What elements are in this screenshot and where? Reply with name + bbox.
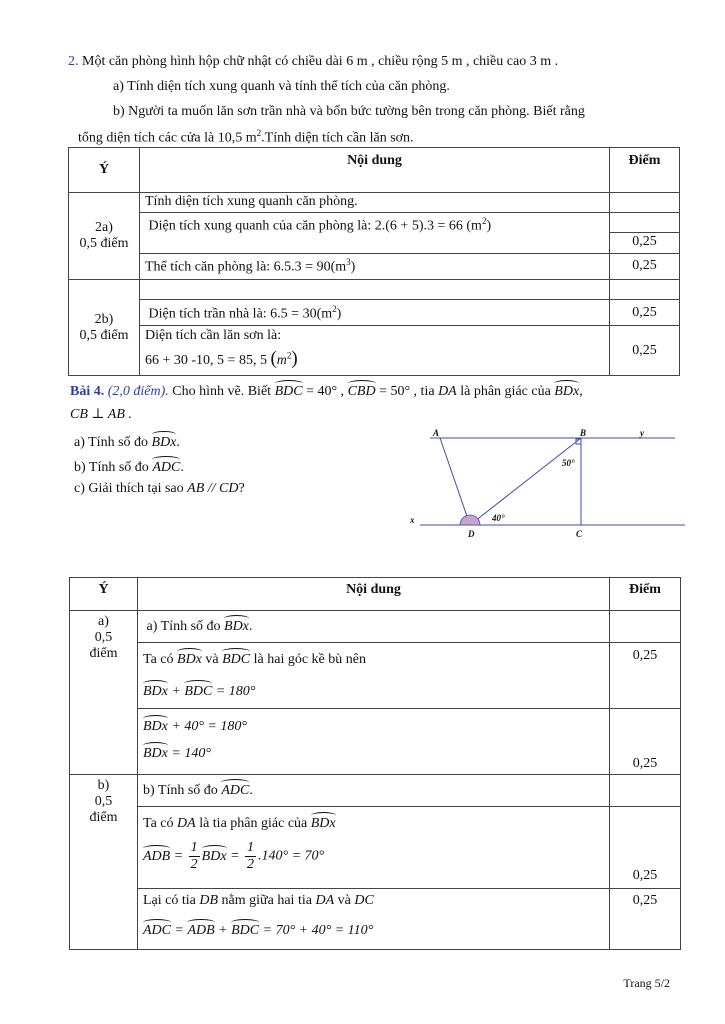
fraction-half (189, 840, 200, 873)
angle-bdx: BDx (152, 432, 177, 451)
unit-m: m (276, 353, 287, 368)
header-score: Điểm (610, 148, 680, 193)
superscript: 2 (256, 128, 262, 138)
page-number: Trang 5/2 (623, 976, 670, 990)
angle-bdc: BDC (222, 649, 250, 668)
eq-text: = 140° (171, 746, 211, 761)
text: và (205, 652, 219, 667)
angle-bdx: BDx (311, 813, 336, 832)
ray-dc: DC (354, 893, 374, 908)
label-b-points: 0,5 (94, 794, 113, 809)
cell-2a-r2: Diện tích xung quanh của căn phòng là: 2.(6 + 5).3 = 66 $(m^2)$ (140, 213, 610, 254)
label-2b: 2b) (94, 311, 114, 327)
label-b: B (580, 428, 587, 438)
cell-2a-r2-score (610, 213, 680, 254)
cell-a-r3 (138, 709, 610, 775)
label-2b-points: 0,5 điểm (79, 327, 129, 343)
label-50deg: 50° (562, 458, 575, 468)
label-x: x (410, 515, 415, 525)
parallel-ab-cd: AB // CD (187, 481, 239, 496)
bai4-question-c (74, 481, 245, 497)
ray-db: DB (199, 893, 219, 908)
paint-area-calc: 66 + 30 -10, 5 = 85, 5 $(m^2)$ (145, 348, 298, 369)
angle-adb: ADB (187, 920, 214, 939)
row-label-2b (69, 280, 140, 376)
angle-shade (460, 515, 480, 525)
paren-open: ( (270, 348, 277, 369)
cell-b-r1 (138, 775, 610, 807)
label-2a: 2a) (95, 220, 113, 235)
label-a-points: 0,5 (94, 630, 113, 645)
cell-2b-r2-score: 0,25 (610, 326, 680, 376)
b-equation-2 (143, 920, 604, 939)
dot: . (176, 435, 180, 450)
bai4-question-a (74, 432, 180, 451)
question-a: a) Tính diện tích xung quanh và tính thể tích của căn phòng. (113, 79, 450, 94)
eq-text: + 40° = 180° (171, 719, 247, 734)
b-reason (143, 813, 604, 832)
angle-bdx: BDx (143, 716, 168, 735)
question-b-line2 (78, 128, 414, 147)
lateral-area-text: Diện tích xung quanh của căn phòng là: 2.(6 + 5).3 = 66 (m (148, 218, 482, 234)
problem-2-intro (68, 54, 558, 70)
cell-2b-empty-score (610, 280, 680, 300)
text: nằm giữa hai tia (221, 893, 312, 908)
header-content: Nội dung (138, 578, 610, 611)
bai4-statement (70, 381, 583, 400)
label-c: C (576, 529, 583, 539)
angle-cbd: CBD (348, 381, 376, 400)
row-label-2a (69, 193, 140, 280)
angle-bdx: BDx (202, 846, 227, 865)
angle-adc: ADC (221, 780, 249, 799)
score-value: 0,25 (632, 234, 657, 249)
divider (610, 232, 679, 233)
label-2a-points: 0,5 điểm (79, 236, 129, 251)
ray-da: DA (177, 816, 196, 831)
cell-b-r1-score (610, 775, 681, 807)
label-y: y (640, 428, 644, 438)
header-content: Nội dung (140, 148, 610, 193)
label-40deg: 40° (492, 513, 505, 523)
op: = (173, 848, 184, 864)
question-b-text-end: .Tính diện tích cần lăn sơn. (261, 130, 414, 146)
op: = (230, 848, 240, 864)
angle-bdc: BDC (184, 681, 212, 700)
header-y: Ý (70, 578, 138, 611)
b-reason-2 (143, 893, 604, 909)
question-b-text: tổng diện tích các cửa là 10,5 m (78, 130, 257, 146)
segment-da (440, 438, 470, 525)
text: Ta có (143, 652, 174, 667)
cell-b-r2 (138, 807, 610, 889)
eq-text: = 180° (215, 684, 256, 699)
ray-da: DA (315, 893, 335, 908)
cell-2a-r3: Thể tích căn phòng là: $6.5.3 = 90(m^3)$ (140, 254, 610, 280)
label-a: a) (98, 614, 109, 629)
answer-table-2 (68, 147, 680, 376)
paint-calc-text: 66 + 30 -10, 5 = 85, 5 (145, 353, 267, 368)
ray-da: DA (438, 384, 457, 399)
qmark: ? (238, 481, 245, 496)
label-b: b) (97, 778, 110, 793)
bai4-points: (2,0 điểm). (107, 384, 169, 399)
cell-2b-empty (140, 280, 610, 300)
text: là tia phân giác của (199, 816, 308, 831)
cell-b-r2-score: 0,25 (610, 807, 681, 889)
angle-adb: ADB (143, 846, 170, 865)
paren: ) (336, 306, 342, 322)
angle-bdx: BDx (554, 381, 579, 400)
q-text: a) Tính số đo (74, 435, 149, 450)
a-equation-2 (143, 716, 604, 735)
label-a: A (433, 428, 440, 438)
eq-text: = 70° + 40° = 110° (262, 923, 374, 938)
eq-text: .140° = 70° (258, 848, 325, 864)
fraction-half (245, 840, 256, 873)
problem-number: 2. (68, 54, 79, 69)
dot: . (180, 460, 184, 475)
b-equation-1 (143, 840, 604, 873)
q-text: c) Giải thích tại sao (74, 481, 184, 496)
bai4-question-b (74, 457, 184, 476)
cell-a-r3-score: 0,25 (610, 709, 681, 775)
label-d: D (468, 529, 475, 539)
cell-2b-r1-score: 0,25 (610, 300, 680, 326)
bai4-title: Bài 4. (70, 384, 105, 399)
op: + (171, 684, 181, 699)
header-score: Điểm (610, 578, 681, 611)
angle-adc: ADC (143, 920, 171, 939)
cell-a-r1-score (610, 611, 681, 643)
cell-2b-r1: Diện tích trần nhà là: $6.5 = 30(m^2)$ (140, 300, 610, 326)
numerator: 1 (190, 840, 198, 855)
stem-text: là phân giác của (460, 384, 551, 399)
op: = (174, 923, 184, 938)
angle-bdx: BDx (177, 649, 202, 668)
stem-text: , (579, 384, 583, 399)
label-b-unit: điểm (89, 810, 118, 825)
cell-2a-r3-score: 0,25 (610, 254, 680, 280)
cell-2b-r2 (140, 326, 610, 376)
header-y: Ý (69, 148, 140, 193)
answer-table-bai4 (69, 577, 681, 950)
q-text: b) Tính số đo (74, 460, 149, 475)
numerator: 1 (247, 840, 255, 855)
text: là hai góc kề bù nên (253, 652, 366, 667)
text: Lại có tia (143, 893, 196, 908)
denominator: 2 (190, 857, 198, 872)
volume-text: Thể tích căn phòng là: 6.5.3 = 90(m (145, 259, 347, 275)
cell-b-r3-score: 0,25 (610, 889, 681, 950)
paren: ) (486, 218, 492, 234)
angle-bdx: BDx (143, 743, 168, 762)
paren-close: ) (291, 348, 298, 369)
angle-bdc: BDC (231, 920, 259, 939)
angle-adc: ADC (152, 457, 180, 476)
question-b-line1: b) Người ta muốn lăn sơn trần nhà và bốn bức tường bên trong căn phòng. Biết rằng (113, 104, 585, 119)
a-reason (143, 649, 604, 668)
cell-2a-r1-score (610, 193, 680, 213)
problem-statement: Một căn phòng hình hộp chữ nhật có chiều dài 6 m , chiều rộng 5 m , chiều cao 3 m . (82, 54, 559, 69)
cell-a-r2 (138, 643, 610, 709)
task-text: b) Tính số đo (143, 783, 218, 798)
paint-area-label: Diện tích cần lăn sơn là: (145, 328, 282, 343)
row-label-b (70, 775, 138, 950)
op: + (218, 923, 228, 938)
a-equation-3 (143, 743, 604, 762)
stem-text: = 40° , (306, 384, 345, 399)
row-label-a (70, 611, 138, 775)
stem-text: = 50° , tia (379, 384, 435, 399)
ceiling-area-text: Diện tích trần nhà là: 6.5 = 30(m (148, 306, 333, 322)
geometry-figure (400, 428, 690, 548)
stem-text: Cho hình vẽ. Biết (172, 384, 272, 399)
denominator: 2 (247, 857, 255, 872)
perp-statement: CB ⊥ AB . (70, 407, 132, 422)
a-equation-1 (143, 681, 604, 700)
label-a-unit: điểm (89, 646, 118, 661)
text: và (337, 893, 351, 908)
paren: ) (350, 259, 356, 275)
cell-a-r2-score: 0,25 (610, 643, 681, 709)
text: Ta có (143, 816, 174, 831)
cell-2a-r1: Tính diện tích xung quanh căn phòng. (140, 193, 610, 213)
segment-db (470, 438, 581, 525)
dot: . (249, 783, 253, 798)
dot: . (248, 619, 253, 634)
task-text: a) Tính số đo (146, 619, 221, 634)
angle-bdx: BDx (224, 616, 249, 635)
cell-a-r1 (138, 611, 610, 643)
angle-bdx: BDx (143, 681, 168, 700)
angle-bdc: BDC (275, 381, 303, 400)
cell-b-r3 (138, 889, 610, 950)
